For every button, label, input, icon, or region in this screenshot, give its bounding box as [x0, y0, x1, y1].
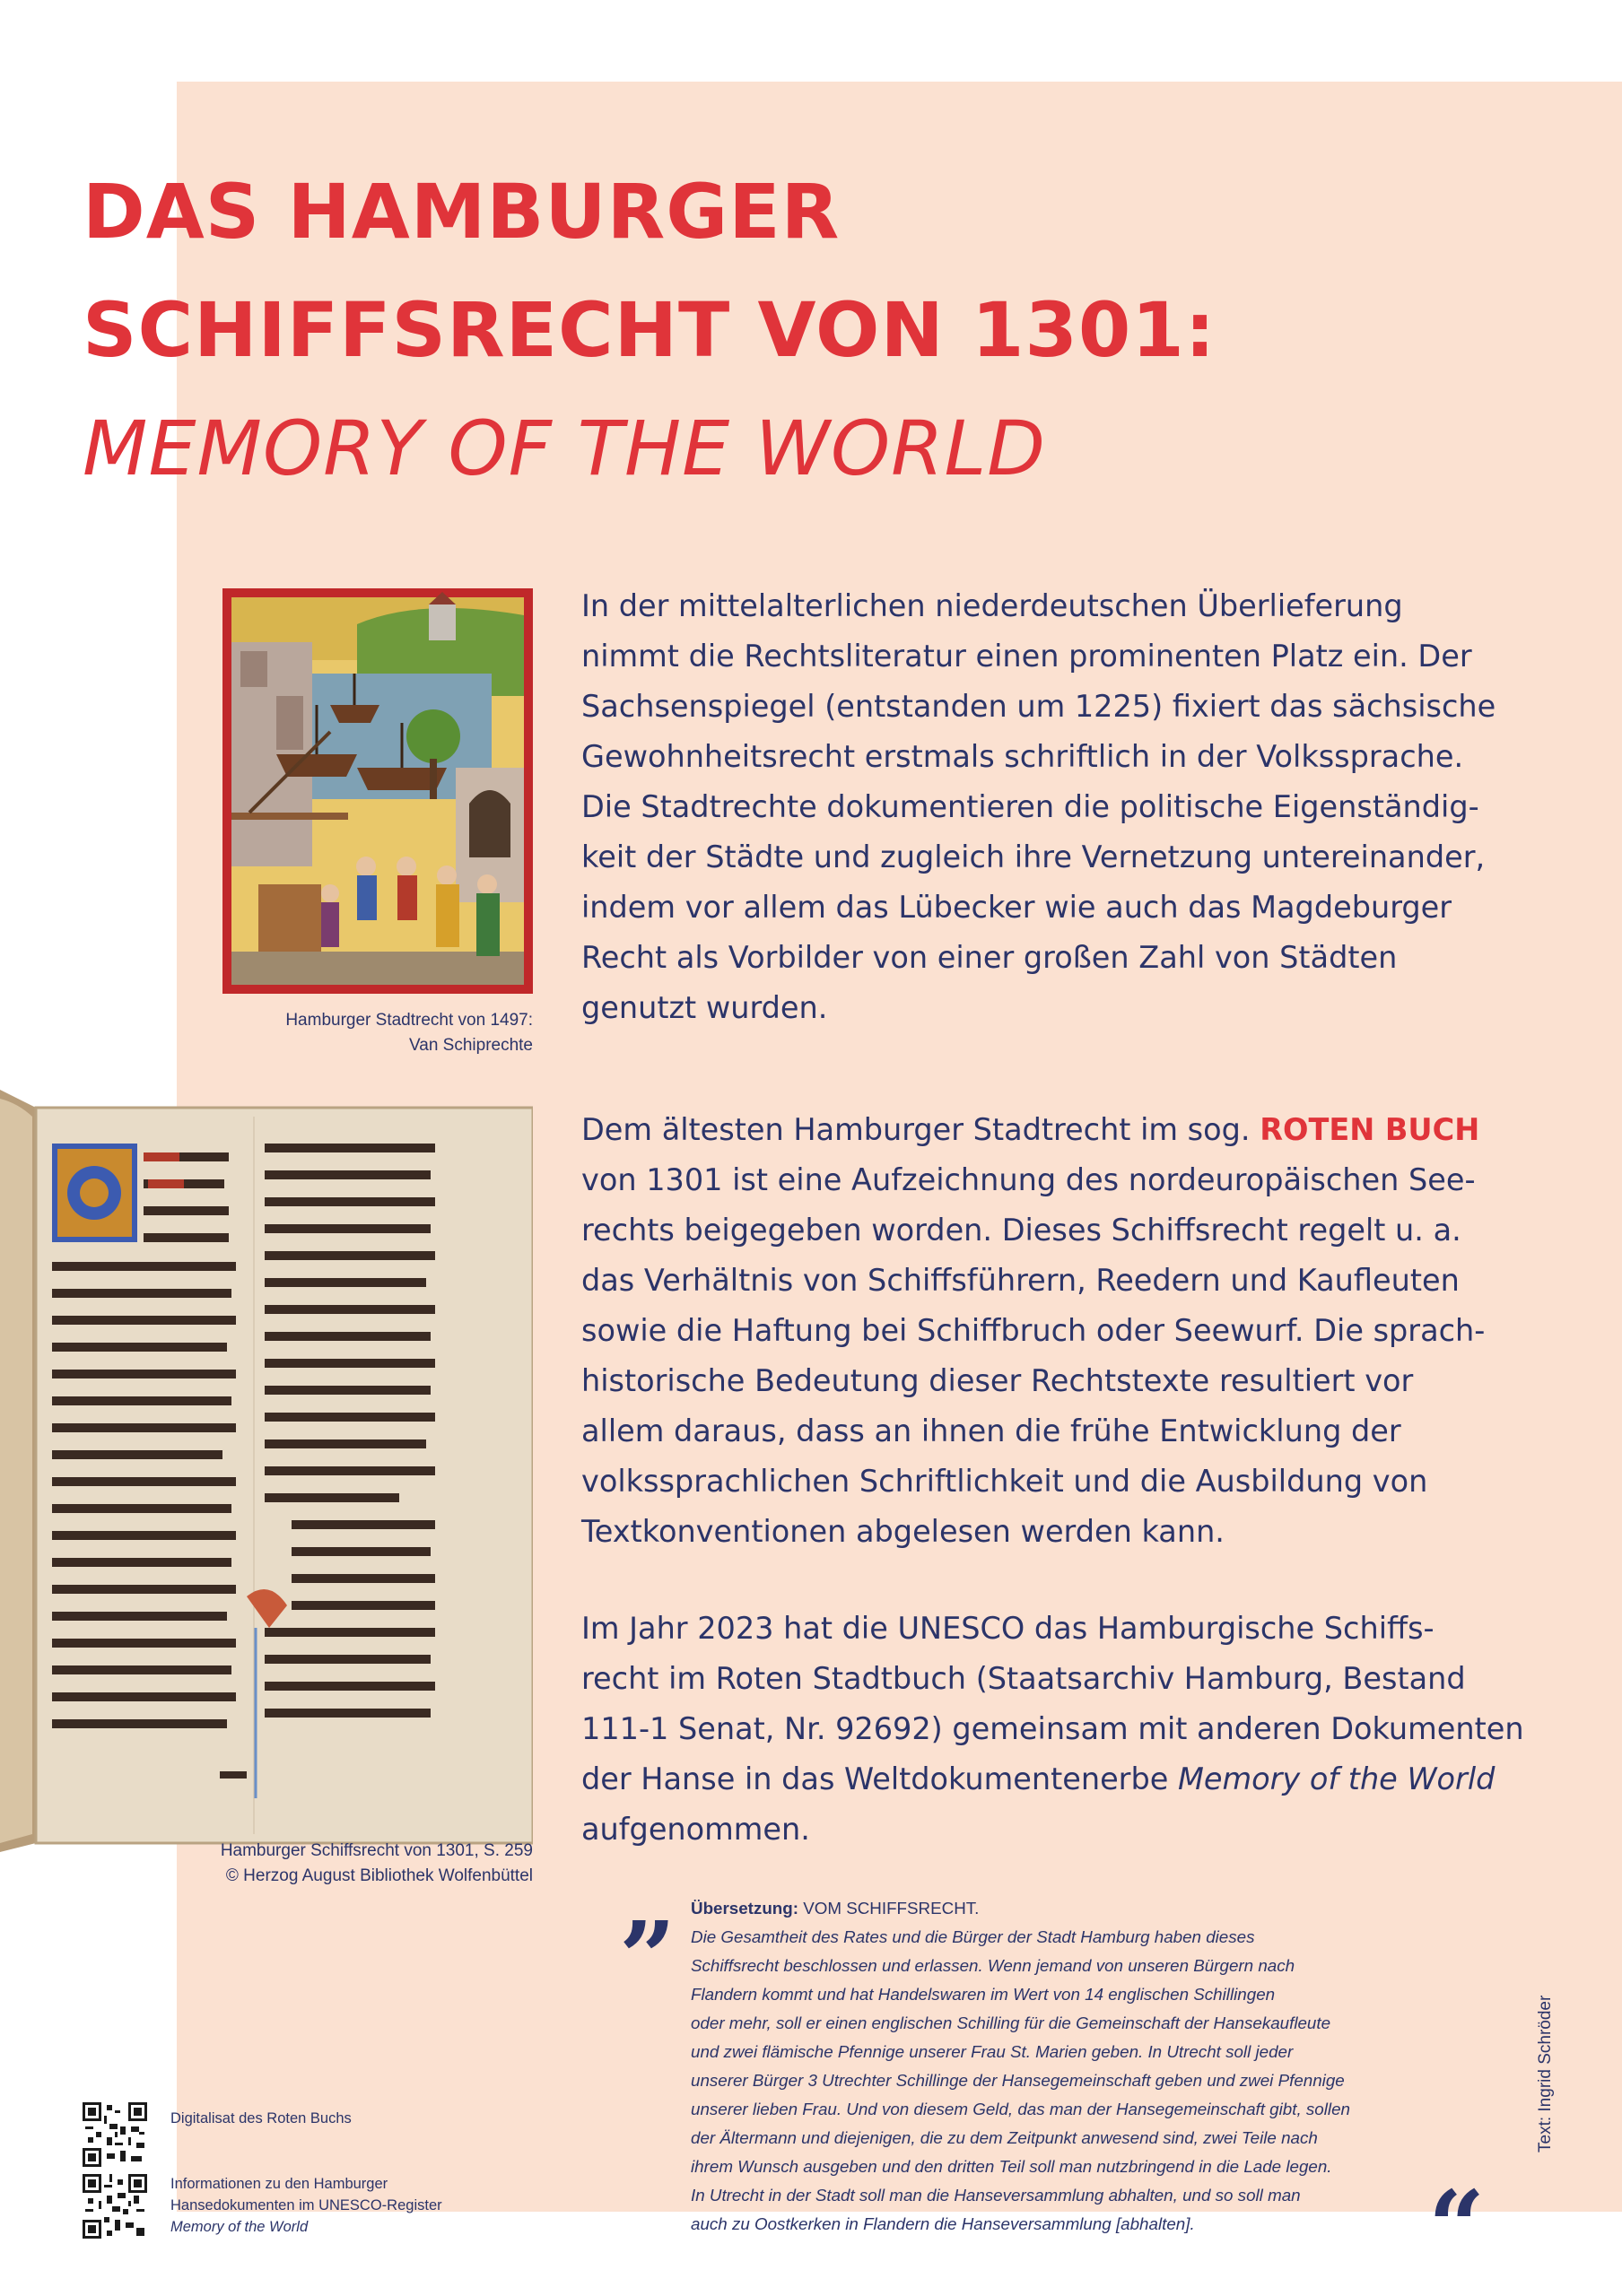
roten-buch-highlight: ROTEN BUCH — [1260, 1112, 1480, 1147]
qr-code-roten-buch[interactable] — [83, 2102, 147, 2167]
qr-label-roten-buch: Digitalisat des Roten Buchs — [170, 2110, 352, 2126]
image1-caption: Hamburger Stadtrecht von 1497: Van Schiprechte — [285, 1011, 533, 1055]
paragraph-3-line-4: der Hanse in das Weltdokumentenerbe Memory of the World — [581, 1761, 1496, 1796]
title-line-2: SCHIFFSRECHT VON 1301: — [83, 286, 1216, 374]
image2-caption: Hamburger Schiffsrecht von 1301, S. 259 © Herzog August Bibliothek Wolfenbüttel — [220, 1841, 533, 1885]
author-credit: Text: Ingrid Schröder — [1536, 1995, 1555, 2152]
open-quote-icon: ” — [619, 1900, 676, 2015]
paragraph-2-line-1: Dem ältesten Hamburger Stadtrecht im sog. ROTEN BUCH — [581, 1112, 1480, 1147]
stadtrecht-1497-illustration — [222, 588, 533, 994]
paragraph-2: Dem ältesten Hamburger Stadtrecht im sog. ROTEN BUCH von 1301 ist eine Aufzeichnung des nordeuropäischen See- rechts beigegeben worden. Dieses Schiffsrecht regelt u. a. das Verhältnis von Schiffsführern, Reedern und Kaufleuten sowie die Haftung bei Schiffbruch oder Seewurf. Die sprach- historische Bedeutung dieser Rechtstexte resultiert vor allem daraus, dass an ihnen die frühe Entwicklung der volkssprachlichen Schriftlichkeit und die Ausbildung von Textkonventionen abgelesen werden kann. — [581, 1105, 1550, 1557]
title-subtitle: MEMORY OF THE WORLD — [83, 404, 1046, 492]
close-quote-icon: “ — [1428, 2169, 1486, 2284]
paragraph-1: In der mittelalterlichen niederdeutschen Überlieferung nimmt die Rechtsliteratur einen prominenten Platz ein. Der Sachsenspiegel (entstanden um 1225) fixiert das sächsische Gewohnheitsrecht erstmals schriftlich in der Volkssprache. Die Stadtrechte dokumentieren die politische Eigenständig- keit der Städte und zugleich ihre Vernetzung untereinander, indem vor allem das Lübecker wie auch das Magdeburger Recht als Vorbilder von einer großen Zahl von Städten genutzt wurden. — [581, 588, 1496, 1025]
schiffsrecht-1301-manuscript-photo — [0, 1090, 533, 1852]
qr-code-unesco-register[interactable] — [83, 2174, 147, 2239]
qr-label-unesco-register: Informationen zu den Hamburger Hansedokumenten im UNESCO-Register Memory of the World — [170, 2176, 442, 2235]
translation-heading: Übersetzung: VOM SCHIFFSRECHT. — [691, 1899, 980, 1918]
translation-quote: Übersetzung: VOM SCHIFFSRECHT. Die Gesamtheit des Rates und die Bürger der Stadt Hamburg haben dieses Schiffsrecht beschlossen und erlassen. Wenn jemand von unseren Bürgern nach Flandern kommt und hat Handelswaren im Wert von 14 englischen Schillingen oder mehr, soll er einen englischen Schilling für die Gemeinschaft der Hansekaufleute und zwei flämische Pfennige unserer Frau St. Marien geben. In Utrecht soll jeder unserer Bürger 3 Utrechter Schillinge der Hansegemeinschaft geben und zwei Pfennige unserer lieben Frau. Und von diesem Geld, das man der Hansegemeinschaft gibt, sollen der Ältermann und diejenigen, die zu dem Zeitpunkt anwesend sind, zwei Teile nach ihrem Wunsch ausgeben und den dritten Teil soll man nutzbringend in die Lade legen. In Utrecht in der Stadt soll man die Hanseversammlung abhalten, und so soll man auch zu Oostkerken in Flandern die Hanseversammlung [abhalten]. — [691, 1894, 1462, 2239]
page-title — [83, 152, 1216, 508]
title-line-1: DAS HAMBURGER — [83, 168, 841, 256]
paragraph-3: Im Jahr 2023 hat die UNESCO das Hamburgische Schiffs- recht im Roten Stadtbuch (Staatsarchiv Hamburg, Bestand 111-1 Senat, Nr. 92692) gemeinsam mit anderen Dokumenten der Hanse in das Weltdokumentenerbe Memory of the World aufgenommen. — [581, 1604, 1550, 1855]
